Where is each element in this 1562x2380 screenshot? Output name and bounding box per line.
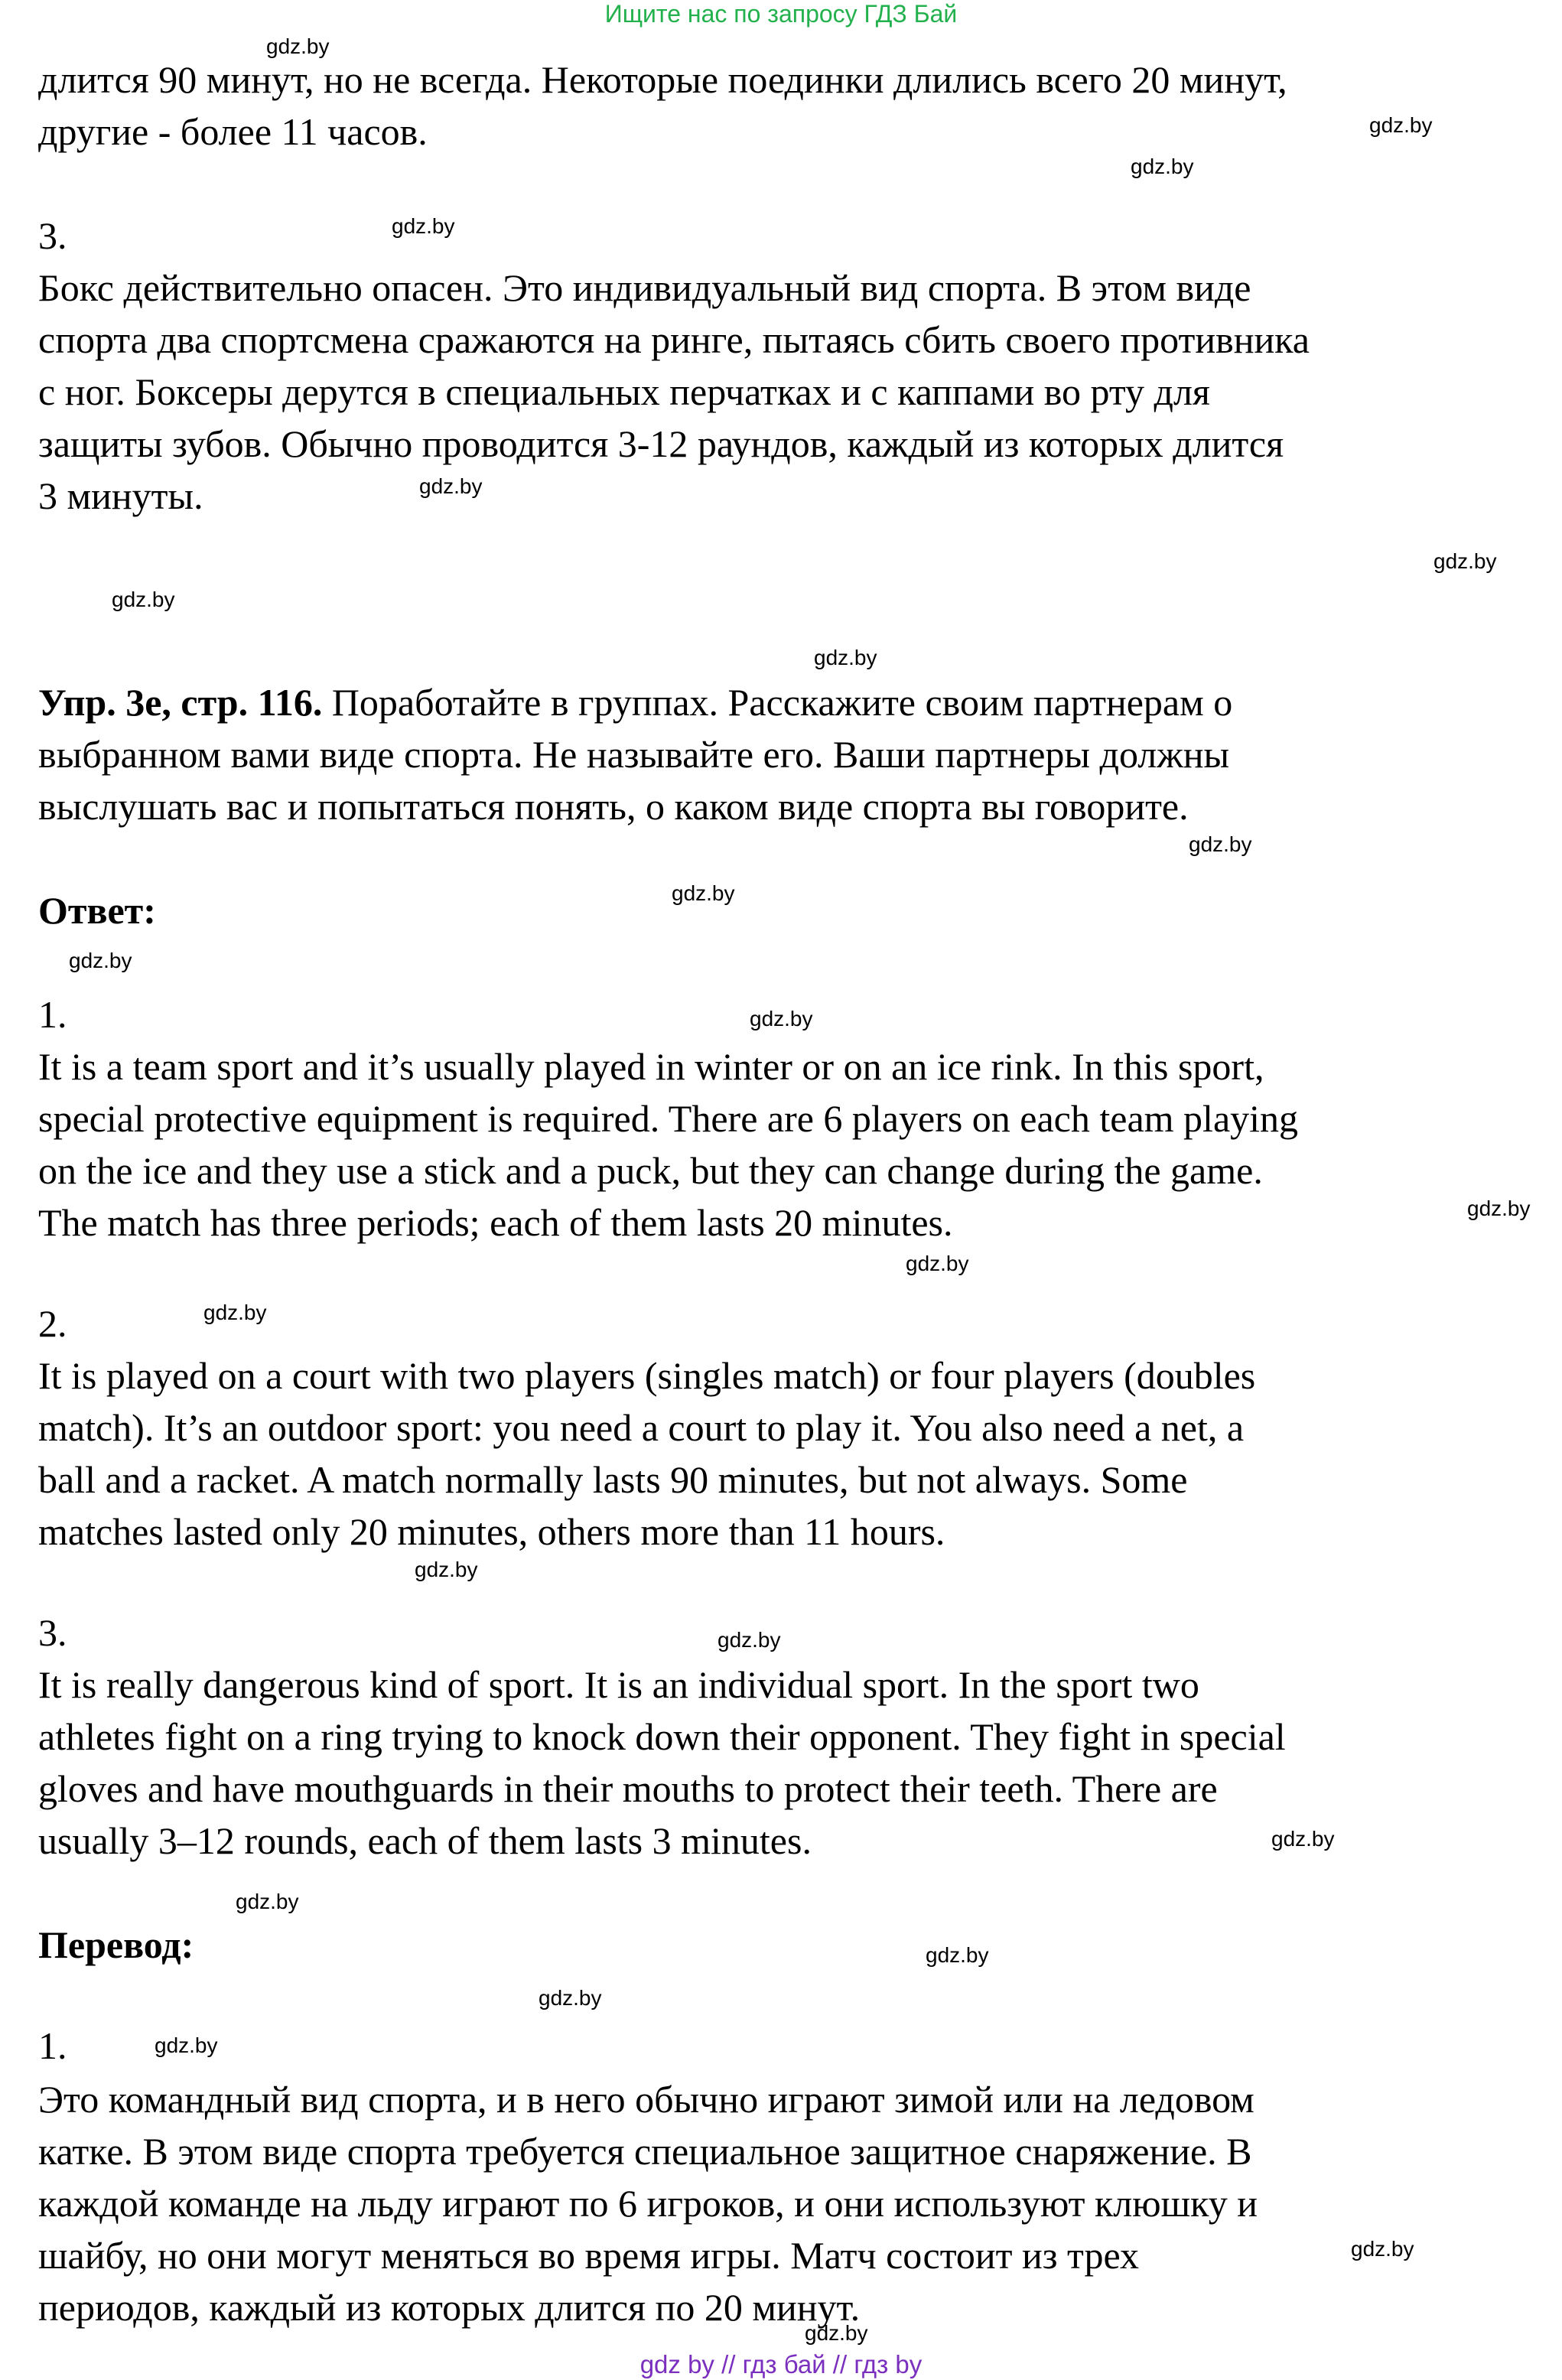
watermark: gdz.by — [1271, 1827, 1335, 1851]
watermark: gdz.by — [1369, 113, 1433, 137]
answer-line: It is played on a court with two players (singles match) or four players (doubles — [38, 1354, 1256, 1397]
exercise-task-text: Поработайте в группах. Расскажите своим партнерам о — [322, 681, 1233, 724]
answer-line: match). It’s an outdoor sport: you need a court to play it. You also need a net, a — [38, 1406, 1245, 1449]
top-banner[interactable]: Ищите нас по запросу ГДЗ Бай — [604, 0, 958, 28]
answer-line: on the ice and they use a stick and a puck, but they can change during the game. — [38, 1149, 1263, 1192]
exercise-task-line: выслушать вас и попытаться понять, о каком виде спорта вы говорите. — [38, 785, 1189, 828]
watermark: gdz.by — [672, 881, 735, 905]
answer-line: ball and a racket. A match normally lasts 90 minutes, but not always. Some — [38, 1458, 1188, 1501]
answer-line: matches lasted only 20 minutes, others more than 11 hours. — [38, 1510, 945, 1553]
footer-banner[interactable]: gdz by // гдз бай // гдз by — [639, 2350, 923, 2378]
text-line: 3 минуты. — [38, 474, 203, 517]
watermark: gdz.by — [112, 588, 175, 611]
watermark: gdz.by — [155, 2033, 218, 2057]
answer-line: special protective equipment is required. There are 6 players on each team playing — [38, 1097, 1299, 1140]
watermark: gdz.by — [1131, 155, 1194, 178]
translation-line: шайбу, но они могут меняться во время игры. Матч состоит из трех — [38, 2234, 1140, 2277]
translation-line: периодов, каждый из которых длится по 20 минут. — [38, 2286, 861, 2329]
exercise-label: Упр. 3е, стр. 116. — [38, 681, 323, 724]
watermark: gdz.by — [266, 34, 330, 58]
watermark: gdz.by — [1433, 549, 1497, 573]
text-line: другие - более 11 часов. — [38, 110, 428, 153]
watermark: gdz.by — [419, 474, 483, 498]
answer-line: It is a team sport and it’s usually played in winter or on an ice rink. In this sport, — [38, 1045, 1264, 1088]
answer-line: It is really dangerous kind of sport. It is an individual sport. In the sport two — [38, 1663, 1199, 1706]
watermark: gdz.by — [926, 1943, 989, 1967]
translation-line: каждой команде на льду играют по 6 игроков, и они используют клюшку и — [38, 2182, 1258, 2225]
exercise-task-line: выбранном вами виде спорта. Не называйте его. Ваши партнеры должны — [38, 733, 1230, 776]
translation-line: катке. В этом виде спорта требуется специальное защитное снаряжение. В — [38, 2130, 1252, 2173]
watermark: gdz.by — [392, 214, 455, 238]
watermark: gdz.by — [906, 1252, 969, 1275]
item-number: 2. — [38, 1302, 67, 1345]
item-number: 1. — [38, 993, 67, 1036]
answer-heading: Ответ: — [38, 889, 156, 932]
watermark: gdz.by — [415, 1558, 478, 1581]
answer-line: The match has three periods; each of them lasts 20 minutes. — [38, 1201, 953, 1244]
watermark: gdz.by — [1467, 1197, 1531, 1220]
watermark: gdz.by — [1351, 2237, 1414, 2261]
watermark: gdz.by — [718, 1628, 781, 1652]
text-line: защиты зубов. Обычно проводится 3-12 раундов, каждый из которых длится — [38, 422, 1284, 465]
item-number: 1. — [38, 2024, 67, 2067]
translation-heading: Перевод: — [38, 1923, 194, 1966]
watermark: gdz.by — [203, 1301, 267, 1324]
answer-line: athletes fight on a ring trying to knock down their opponent. They fight in special — [38, 1715, 1286, 1758]
answer-line: usually 3–12 rounds, each of them lasts 3 minutes. — [38, 1819, 812, 1862]
watermark: gdz.by — [805, 2321, 868, 2345]
item-number: 3. — [38, 214, 67, 257]
watermark: gdz.by — [750, 1007, 813, 1030]
answer-line: gloves and have mouthguards in their mouths to protect their teeth. There are — [38, 1767, 1218, 1810]
text-line: Бокс действительно опасен. Это индивидуальный вид спорта. В этом виде — [38, 266, 1251, 309]
watermark: gdz.by — [539, 1986, 602, 2010]
watermark: gdz.by — [236, 1890, 299, 1913]
watermark: gdz.by — [69, 949, 132, 972]
watermark: gdz.by — [1189, 832, 1252, 856]
text-line: с ног. Боксеры дерутся в специальных перчатках и с каппами во рту для — [38, 370, 1210, 413]
item-number: 3. — [38, 1611, 67, 1654]
translation-line: Это командный вид спорта, и в него обычно играют зимой или на ледовом — [38, 2078, 1254, 2121]
watermark: gdz.by — [814, 646, 877, 669]
text-line: длится 90 минут, но не всегда. Некоторые поединки длились всего 20 минут, — [38, 58, 1287, 101]
text-line: спорта два спортсмена сражаются на ринге, пытаясь сбить своего противника — [38, 318, 1310, 361]
exercise-task — [38, 676, 1232, 728]
